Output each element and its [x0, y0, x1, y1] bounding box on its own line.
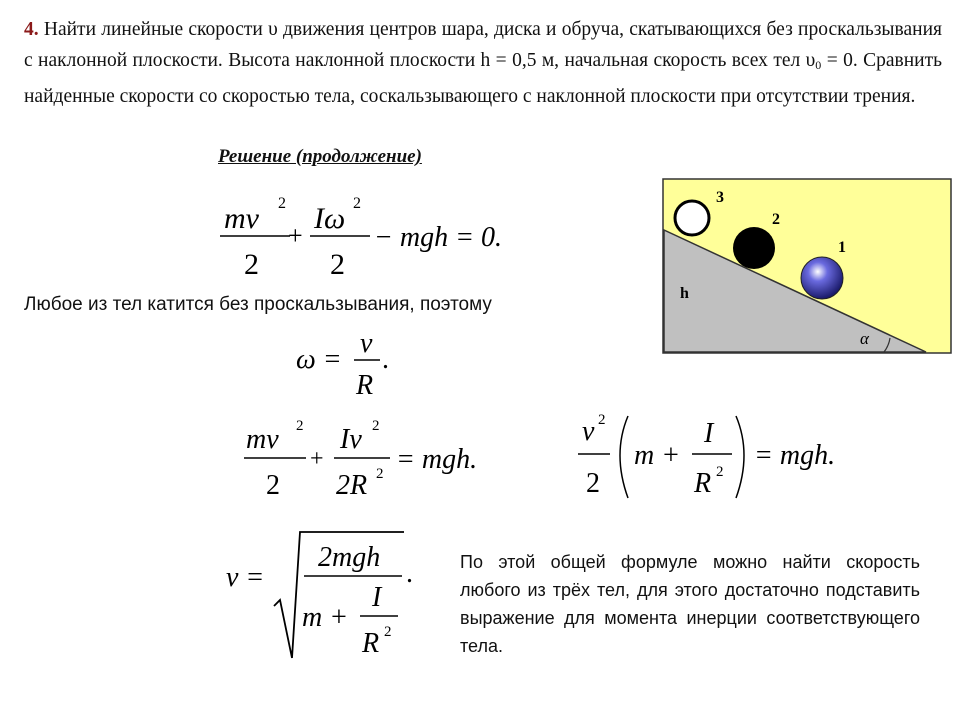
eq4-den: 2: [586, 468, 600, 499]
eq4-v-exp: 2: [598, 412, 606, 428]
eq4-I: I: [704, 418, 714, 449]
sphere-body: [801, 257, 843, 299]
eq4-right-paren: [736, 416, 744, 498]
eq4-v: v: [582, 416, 595, 447]
problem-statement: [24, 14, 942, 112]
hoop-body: [675, 201, 709, 235]
eq3-rhs: = mgh.: [396, 444, 478, 475]
eq1-den1: 2: [244, 248, 259, 281]
equation-4: [572, 408, 862, 508]
eq4-left-paren: [620, 416, 628, 498]
eq4-R: R: [694, 468, 712, 499]
final-m-plus: m +: [302, 602, 349, 633]
label-disk: 2: [772, 211, 780, 228]
final-num: 2mgh: [318, 542, 381, 573]
label-hoop: 3: [716, 189, 724, 206]
final-I: I: [372, 582, 382, 613]
energy-equation: [214, 186, 534, 286]
eq4-m-plus: m +: [634, 440, 681, 471]
eq1-plus: +: [288, 221, 303, 250]
eq3-plus: +: [310, 446, 324, 472]
problem-number: 4.: [24, 19, 39, 40]
final-R-exp: 2: [384, 624, 392, 640]
eq1-Iw-exp: 2: [353, 195, 361, 212]
upsilon-zero: $\upsilon_0$: [805, 50, 822, 72]
solution-heading: Решение (продолжение): [218, 146, 422, 167]
eq3-den2: 2R: [336, 470, 368, 501]
eq2-num: v: [360, 328, 373, 359]
eq3-Iv: Iv: [340, 424, 362, 455]
inclined-plane-figure: [662, 178, 952, 354]
final-dot: .: [406, 558, 413, 589]
eq3-den1: 2: [266, 470, 280, 501]
disk-body: [733, 227, 775, 269]
final-lhs: v =: [226, 562, 265, 593]
eq3-R-exp: 2: [376, 466, 384, 482]
eq4-R-exp: 2: [716, 464, 724, 480]
eq2-den: R: [356, 370, 374, 401]
eq1-rhs: − mgh = 0.: [374, 222, 503, 253]
rolling-statement: Любое из тел катится без проскальзывания, поэтому: [24, 294, 492, 315]
comment-text: По этой общей формуле можно найти скорость любого из трёх тел, для этого достаточно подставить выражение для момента инерции соответствующего тела.: [460, 552, 920, 656]
eq4-rhs: = mgh.: [754, 440, 836, 471]
problem-text-3: = 0. Сравнить найденные скорости со скоростью тела, соскальзывающего с наклонной плоскости при отсутствии трения.: [24, 50, 943, 107]
label-alpha: α: [860, 329, 869, 348]
problem-text-1: Найти линейные скорости: [38, 19, 269, 40]
eq1-Iw: Iω: [314, 202, 346, 235]
eq1-mv-exp: 2: [278, 195, 286, 212]
eq2-dot: .: [382, 344, 389, 375]
final-formula: [222, 526, 432, 666]
eq2-lhs: ω =: [296, 344, 342, 375]
final-R: R: [362, 628, 380, 659]
eq1-den2: 2: [330, 248, 345, 281]
eq3-mv: mv: [246, 424, 279, 455]
eq1-mv: mv: [224, 202, 259, 235]
label-height: h: [680, 285, 689, 302]
omega-equation: [292, 322, 412, 402]
eq3-mv-exp: 2: [296, 418, 304, 434]
upsilon-symbol: υ: [268, 19, 278, 40]
problem-text-2: движения центров шара, диска и обруча, скатывающихся без проскальзывания с наклонной плоскости. Высота наклонной плоскости h = 0,5 м, начальная скорость всех тел: [24, 19, 942, 71]
eq3-Iv-exp: 2: [372, 418, 380, 434]
label-sphere: 1: [838, 239, 846, 256]
equation-3: [240, 414, 510, 509]
